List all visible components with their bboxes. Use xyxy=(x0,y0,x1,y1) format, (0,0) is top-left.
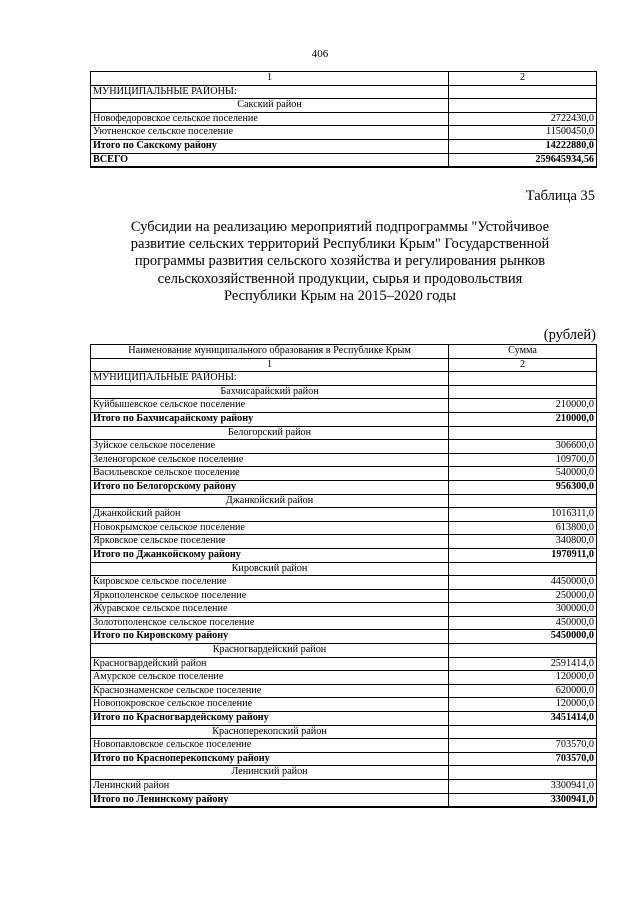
title-line: сельскохозяйственной продукции, сырья и продовольствия xyxy=(157,270,523,287)
district-row xyxy=(91,766,597,780)
row-value: 340800,0 xyxy=(449,535,597,549)
page-number: 406 xyxy=(311,48,329,60)
district-row xyxy=(91,426,597,440)
row-value xyxy=(449,426,597,440)
row-value: 120000,0 xyxy=(449,671,597,685)
row-name: Красноперекопский район xyxy=(91,725,449,739)
group-row xyxy=(91,372,597,386)
row-value: 120000,0 xyxy=(449,698,597,712)
total-row xyxy=(91,712,597,726)
column-number-sum: 2 xyxy=(449,72,597,86)
header-name: Наименование муниципального образования в Республике Крым xyxy=(91,345,449,359)
row-value: 3451414,0 xyxy=(449,712,597,726)
total-row xyxy=(91,752,597,766)
table-row xyxy=(91,684,597,698)
row-value xyxy=(449,99,597,113)
row-value: 3300941,0 xyxy=(449,793,597,807)
title-line: программы развития сельского хозяйства и регулирования рынков xyxy=(134,253,546,270)
row-value xyxy=(449,766,597,780)
units-label: (рублей) xyxy=(543,327,596,343)
title-line: развитие сельских территорий Республики Крым" Государственной xyxy=(130,236,550,253)
row-name: Яркополенское сельское поселение xyxy=(91,589,449,603)
row-value: 450000,0 xyxy=(449,616,597,630)
row-name: Красногвардейский район xyxy=(91,644,449,658)
table-row xyxy=(91,112,597,126)
table-row xyxy=(91,616,597,630)
district-row xyxy=(91,562,597,576)
row-value: 109700,0 xyxy=(449,453,597,467)
row-name: Краснознаменское сельское поселение xyxy=(91,684,449,698)
row-name: Куйбышевское сельское поселение xyxy=(91,399,449,413)
row-value: 703570,0 xyxy=(449,739,597,753)
row-name: Зеленогорское сельское поселение xyxy=(91,453,449,467)
district-row xyxy=(91,725,597,739)
row-value: 2722430,0 xyxy=(449,112,597,126)
table-row xyxy=(91,739,597,753)
row-value: 11500450,0 xyxy=(449,126,597,140)
column-number-name: 1 xyxy=(91,72,449,86)
table-row xyxy=(91,603,597,617)
row-value xyxy=(449,372,597,386)
row-value xyxy=(449,562,597,576)
table-row xyxy=(91,399,597,413)
row-name: Новопокровское сельское поселение xyxy=(91,698,449,712)
header-row xyxy=(91,345,597,359)
row-name: Итого по Ленинскому району xyxy=(91,793,449,807)
row-value: 1970911,0 xyxy=(449,548,597,562)
total-row xyxy=(91,412,597,426)
row-value: 14222880,0 xyxy=(449,139,597,153)
row-name: Ленинский район xyxy=(91,766,449,780)
row-name: Кировское сельское поселение xyxy=(91,576,449,590)
total-row xyxy=(91,548,597,562)
column-number-name: 1 xyxy=(91,358,449,372)
table-title xyxy=(110,219,570,305)
row-value xyxy=(449,644,597,658)
row-name: Итого по Красноперекопскому району xyxy=(91,752,449,766)
total-row xyxy=(91,630,597,644)
title-line: Республики Крым на 2015–2020 годы xyxy=(223,287,457,304)
row-value: 956300,0 xyxy=(449,480,597,494)
row-name: Васильевское сельское поселение xyxy=(91,467,449,481)
column-number-sum: 2 xyxy=(449,358,597,372)
total-row xyxy=(91,480,597,494)
row-value xyxy=(449,494,597,508)
row-value xyxy=(449,725,597,739)
row-value: 620000,0 xyxy=(449,684,597,698)
row-name: Красногвардейский район xyxy=(91,657,449,671)
row-name: ВСЕГО xyxy=(91,153,449,167)
row-value: 250000,0 xyxy=(449,589,597,603)
row-name: Ярковское сельское поселение xyxy=(91,535,449,549)
row-name: Итого по Сакскому району xyxy=(91,139,449,153)
row-name: Итого по Джанкойскому району xyxy=(91,548,449,562)
row-value: 2591414,0 xyxy=(449,657,597,671)
row-name: Сакский район xyxy=(91,99,449,113)
row-name: Кировский район xyxy=(91,562,449,576)
header-sum: Сумма xyxy=(449,345,597,359)
table-row xyxy=(91,671,597,685)
row-name: МУНИЦИПАЛЬНЫЕ РАЙОНЫ: xyxy=(91,85,449,99)
table-row xyxy=(91,698,597,712)
table-row xyxy=(91,535,597,549)
row-name: Джанкойский район xyxy=(91,494,449,508)
row-name: Журавское сельское поселение xyxy=(91,603,449,617)
row-name: Уютненское сельское поселение xyxy=(91,126,449,140)
total-row xyxy=(91,153,597,167)
row-value: 210000,0 xyxy=(449,412,597,426)
row-value xyxy=(449,85,597,99)
continued-table xyxy=(90,71,597,168)
district-row xyxy=(91,494,597,508)
group-row xyxy=(91,85,597,99)
column-number-row xyxy=(91,358,597,372)
row-value: 613800,0 xyxy=(449,521,597,535)
row-name: Итого по Кировскому району xyxy=(91,630,449,644)
title-line: Субсидии на реализацию мероприятий подпрограммы "Устойчивое xyxy=(130,219,550,235)
row-name: Бахчисарайский район xyxy=(91,385,449,399)
district-row xyxy=(91,644,597,658)
table-row xyxy=(91,657,597,671)
district-row xyxy=(91,99,597,113)
table-row xyxy=(91,126,597,140)
row-name: Белогорский район xyxy=(91,426,449,440)
row-name: Ленинский район xyxy=(91,780,449,794)
row-name: Новопавловское сельское поселение xyxy=(91,739,449,753)
total-row xyxy=(91,139,597,153)
row-value: 3300941,0 xyxy=(449,780,597,794)
table-row xyxy=(91,440,597,454)
row-value: 259645934,56 xyxy=(449,153,597,167)
row-name: МУНИЦИПАЛЬНЫЕ РАЙОНЫ: xyxy=(91,372,449,386)
row-value: 4450000,0 xyxy=(449,576,597,590)
table-row xyxy=(91,521,597,535)
row-value: 540000,0 xyxy=(449,467,597,481)
table-row xyxy=(91,780,597,794)
table-row xyxy=(91,453,597,467)
table-row xyxy=(91,576,597,590)
row-name: Амурское сельское поселение xyxy=(91,671,449,685)
table-row xyxy=(91,467,597,481)
table-label: Таблица 35 xyxy=(525,188,595,204)
row-value: 703570,0 xyxy=(449,752,597,766)
total-row xyxy=(91,793,597,807)
row-name: Джанкойский район xyxy=(91,508,449,522)
row-name: Итого по Красногвардейскому району xyxy=(91,712,449,726)
row-name: Новокрымское сельское поселение xyxy=(91,521,449,535)
column-number-row xyxy=(91,72,597,86)
table-row xyxy=(91,508,597,522)
district-row xyxy=(91,385,597,399)
table-row xyxy=(91,589,597,603)
row-value: 1016311,0 xyxy=(449,508,597,522)
row-name: Зуйское сельское поселение xyxy=(91,440,449,454)
row-value: 306600,0 xyxy=(449,440,597,454)
row-name: Итого по Белогорскому району xyxy=(91,480,449,494)
row-value xyxy=(449,385,597,399)
row-value: 300000,0 xyxy=(449,603,597,617)
row-value: 5450000,0 xyxy=(449,630,597,644)
row-name: Новофедоровское сельское поселение xyxy=(91,112,449,126)
row-value: 210000,0 xyxy=(449,399,597,413)
subsidies-table xyxy=(90,344,597,808)
row-name: Итого по Бахчисарайскому району xyxy=(91,412,449,426)
row-name: Золотополенское сельское поселение xyxy=(91,616,449,630)
